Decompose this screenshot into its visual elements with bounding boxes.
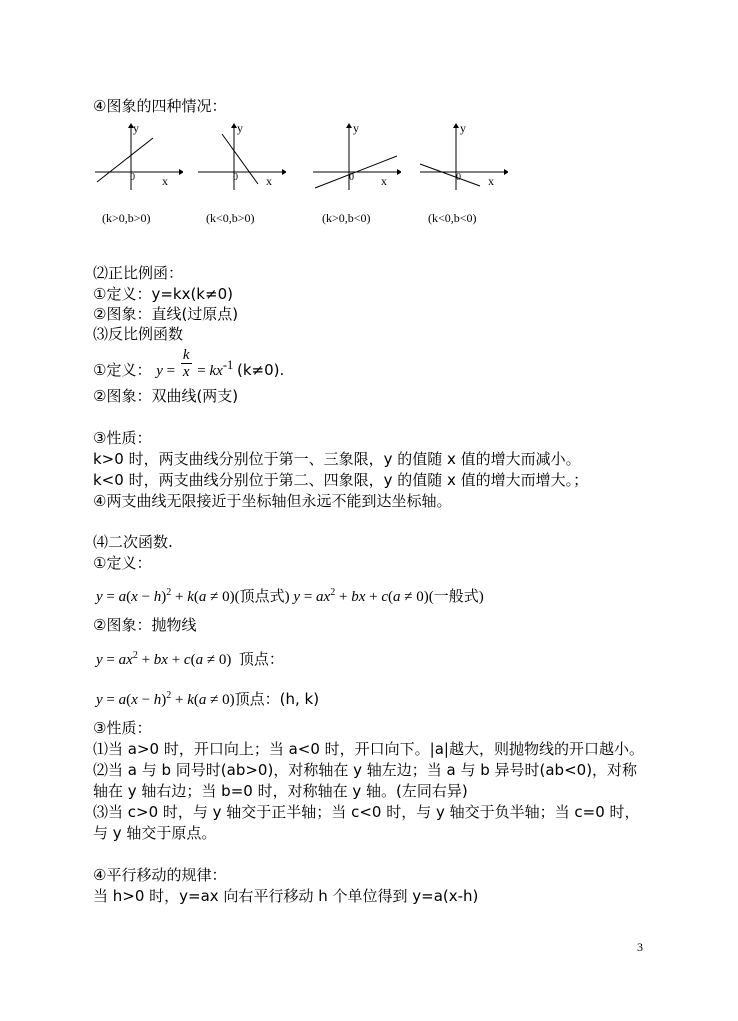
- inverse-props-title: ③性质：: [93, 429, 152, 447]
- quadratic-prop-2b: 轴在 y 轴右边；当 b=0 时，对称轴在 y 轴。(左同右异): [93, 782, 468, 800]
- inverse-prop-2: k<0 时，两支曲线分别位于第二、四象限，y 的值随 x 值的增大而增大。；: [93, 471, 589, 489]
- page-number: 3: [637, 940, 643, 954]
- graph3-y-label: y: [353, 121, 359, 135]
- shift-title: ④平行移动的规律：: [93, 866, 227, 884]
- graph2-origin: 0: [233, 172, 238, 183]
- quadratic-vertex-form-vertex: $y = a(x - h)^2 + k(a \ne 0)$顶点：(h, k): [96, 690, 320, 708]
- quadratic-title: ⑷二次函数.: [93, 533, 173, 551]
- inverse-formula: y = $\frac{k}{x}$ = $kx^{-1}$: [156, 347, 234, 381]
- vertex-text-2: 顶点：(h, k): [234, 690, 320, 708]
- graph3-origin: 0: [349, 172, 354, 183]
- proportional-title: ⑵正比例函：: [93, 264, 184, 282]
- quadratic-prop-3b: 与 y 轴交于原点。: [93, 824, 217, 842]
- graph3-x-label: x: [381, 174, 387, 188]
- graphs-heading: ④图象的四种情况：: [93, 97, 227, 115]
- graph2-y-label: y: [237, 121, 243, 135]
- graph4-caption: (k<0,b<0): [428, 211, 477, 225]
- quadratic-general-vertex: $y = ax^2$ + bx + c(a ≠ 0) 顶点：: [96, 650, 284, 668]
- quadratic-prop-2a: ⑵当 a 与 b 同号时(ab>0)，对称轴在 y 轴左边；当 a 与 b 异号时(ab<0)，对称: [93, 761, 638, 779]
- inverse-graph: ②图象：双曲线(两支): [93, 387, 239, 405]
- graph1-x-label: x: [162, 174, 168, 188]
- quadratic-prop-3a: ⑶当 c>0 时，与 y 轴交于正半轴；当 c<0 时，与 y 轴交于负半轴；当 c=0 时，: [93, 803, 640, 821]
- vertex-text: 顶点：: [238, 650, 284, 668]
- graph4-y-label: y: [460, 121, 466, 135]
- quadratic-props-title: ③性质：: [93, 719, 152, 737]
- graph4-origin: 0: [456, 172, 461, 183]
- inverse-definition: [93, 347, 285, 382]
- graph2-caption: (k<0,b>0): [206, 211, 255, 225]
- inverse-prop-3: ④两支曲线无限接近于坐标轴但永远不能到达坐标轴。: [93, 492, 452, 510]
- quadratic-forms-formula: $y = a(x - h)^2 + k(a \ne 0)$(顶点式) $y = ax^2$ + bx + c(a ≠ 0)(一般式): [96, 587, 484, 605]
- vertex-form-label: (顶点式): [234, 589, 290, 605]
- graph2-x-label: x: [266, 174, 272, 188]
- proportional-graph: ②图象：直线(过原点): [93, 305, 239, 323]
- shift-text: 当 h>0 时，y=ax 向右平行移动 h 个单位得到 y=a(x-h): [93, 887, 479, 905]
- graph1-caption: (k>0,b>0): [102, 211, 151, 225]
- inverse-title: ⑶反比例函数: [93, 325, 184, 343]
- proportional-definition: ①定义：y=kx(k≠0): [93, 285, 233, 303]
- quadratic-prop-1: ⑴当 a>0 时，开口向上；当 a<0 时，开口向下。|a|越大，则抛物线的开口越小。: [93, 740, 644, 758]
- graph3-caption: (k>0,b<0): [322, 211, 371, 225]
- quadratic-def-title: ①定义：: [93, 554, 152, 572]
- graph1-origin: 0: [130, 172, 135, 183]
- quadratic-graph: ②图象：抛物线: [93, 616, 197, 634]
- graph1-y-label: y: [133, 121, 139, 135]
- inverse-def-prefix: ①定义：: [93, 361, 152, 379]
- inverse-prop-1: k>0 时，两支曲线分别位于第一、三象限，y 的值随 x 值的增大而减小。: [93, 450, 581, 468]
- general-form-label: (一般式): [428, 589, 484, 605]
- inverse-def-suffix: (k≠0).: [237, 361, 285, 379]
- graph4-x-label: x: [488, 174, 494, 188]
